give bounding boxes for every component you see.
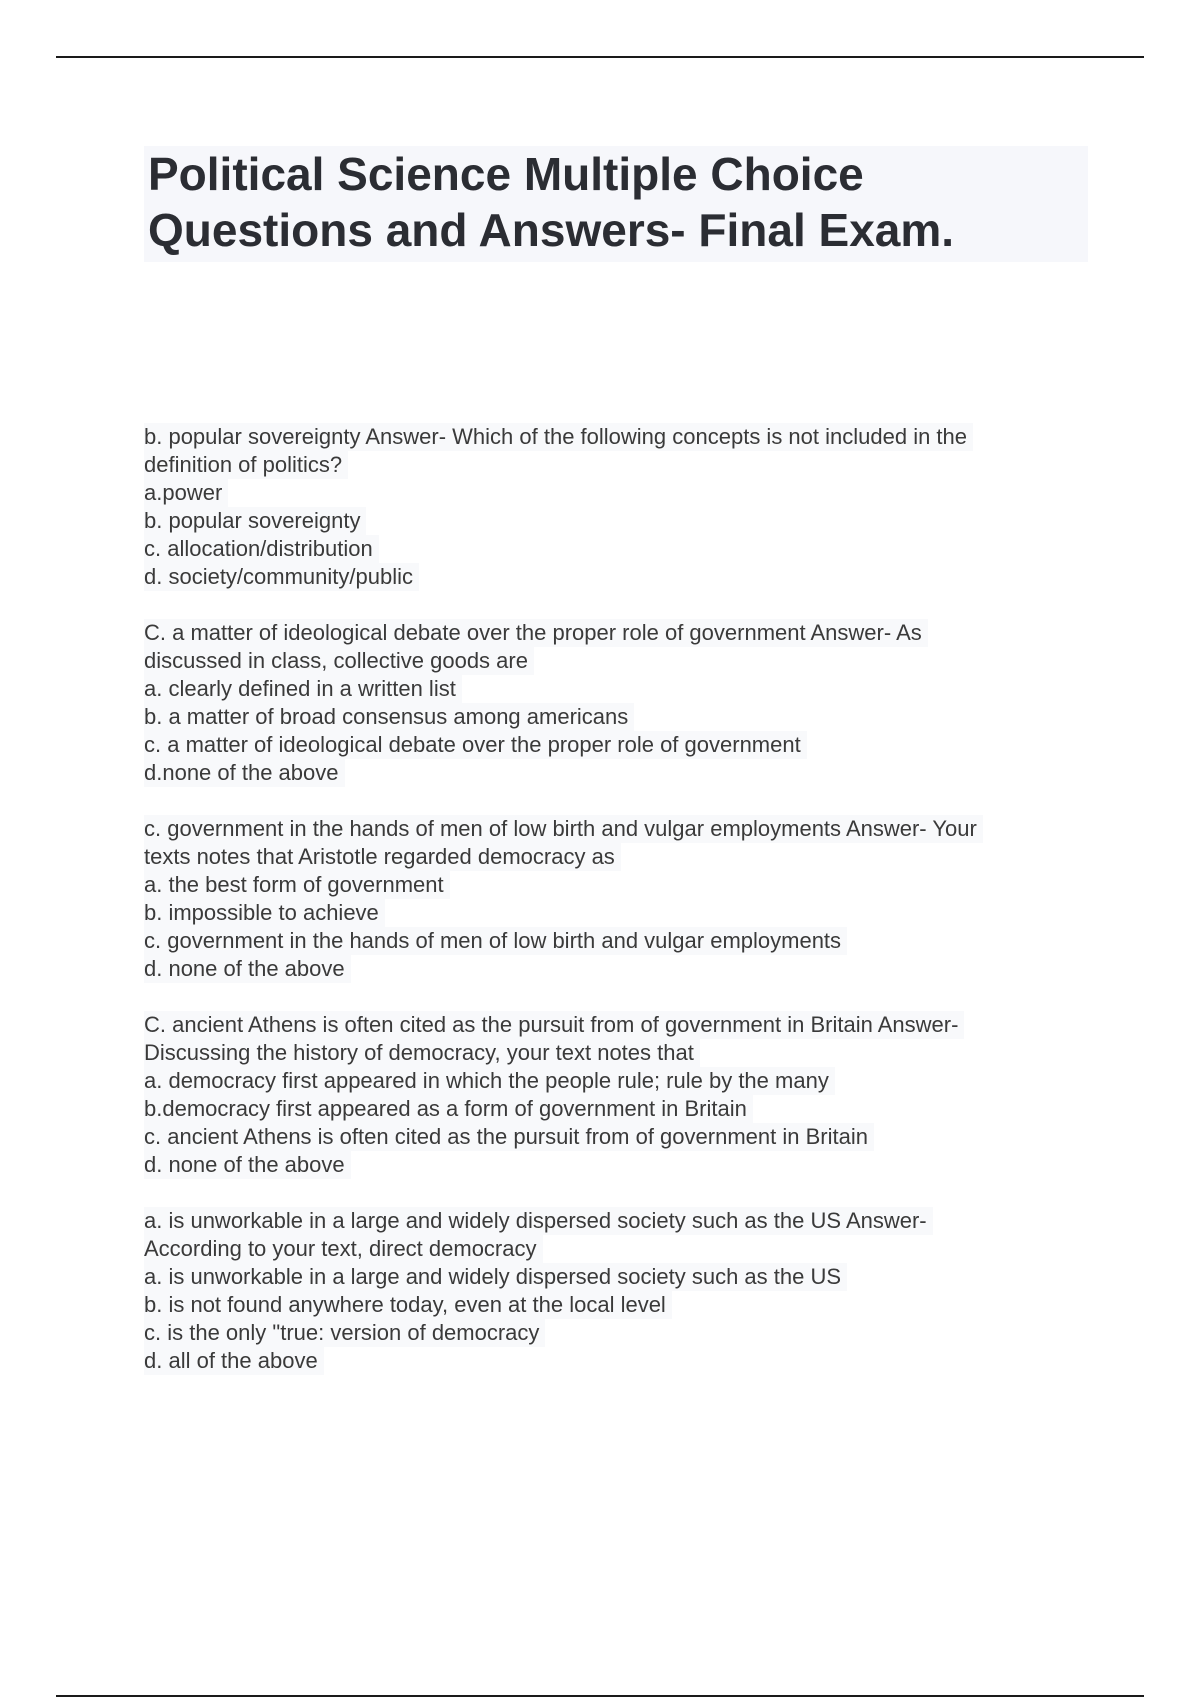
option-line: c. government in the hands of men of low birth and vulgar employments <box>144 927 847 955</box>
title-line-2: Questions and Answers- Final Exam. <box>148 204 955 256</box>
option-line: c. a matter of ideological debate over the proper role of government <box>144 731 807 759</box>
option-line: a. the best form of government <box>144 871 450 899</box>
option-line: c. ancient Athens is often cited as the pursuit from of government in Britain <box>144 1123 874 1151</box>
question-line: b. popular sovereignty Answer- Which of the following concepts is not included in the <box>144 423 973 451</box>
question-list <box>144 423 1084 1403</box>
document-title-block <box>144 146 1088 262</box>
option-line: a. democracy first appeared in which the people rule; rule by the many <box>144 1067 835 1095</box>
question-5 <box>144 1207 1084 1375</box>
title-line-1: Political Science Multiple Choice <box>148 148 864 200</box>
document-title <box>148 146 1084 258</box>
question-line: According to your text, direct democracy <box>144 1235 543 1263</box>
footer-rule <box>56 1695 1144 1697</box>
question-4 <box>144 1011 1084 1179</box>
option-line: b.democracy first appeared as a form of government in Britain <box>144 1095 753 1123</box>
option-line: b. popular sovereignty <box>144 507 366 535</box>
question-line: definition of politics? <box>144 451 348 479</box>
option-line: b. a matter of broad consensus among americans <box>144 703 634 731</box>
question-line: a. is unworkable in a large and widely dispersed society such as the US Answer- <box>144 1207 933 1235</box>
question-2 <box>144 619 1084 787</box>
option-line: d.none of the above <box>144 759 345 787</box>
header-rule <box>56 56 1144 58</box>
question-line: C. ancient Athens is often cited as the pursuit from of government in Britain Answer- <box>144 1011 964 1039</box>
option-line: c. is the only "true: version of democracy <box>144 1319 545 1347</box>
option-line: c. allocation/distribution <box>144 535 379 563</box>
option-line: a.power <box>144 479 228 507</box>
option-line: d. all of the above <box>144 1347 324 1375</box>
question-1 <box>144 423 1084 591</box>
option-line: d. society/community/public <box>144 563 419 591</box>
option-line: a. is unworkable in a large and widely dispersed society such as the US <box>144 1263 847 1291</box>
option-line: d. none of the above <box>144 955 351 983</box>
question-3 <box>144 815 1084 983</box>
question-line: discussed in class, collective goods are <box>144 647 534 675</box>
option-line: b. is not found anywhere today, even at the local level <box>144 1291 672 1319</box>
option-line: b. impossible to achieve <box>144 899 385 927</box>
question-line: texts notes that Aristotle regarded democracy as <box>144 843 621 871</box>
option-line: d. none of the above <box>144 1151 351 1179</box>
question-line: Discussing the history of democracy, your text notes that <box>144 1039 700 1067</box>
option-line: a. clearly defined in a written list <box>144 675 462 703</box>
question-line: c. government in the hands of men of low birth and vulgar employments Answer- Your <box>144 815 983 843</box>
question-line: C. a matter of ideological debate over the proper role of government Answer- As <box>144 619 928 647</box>
